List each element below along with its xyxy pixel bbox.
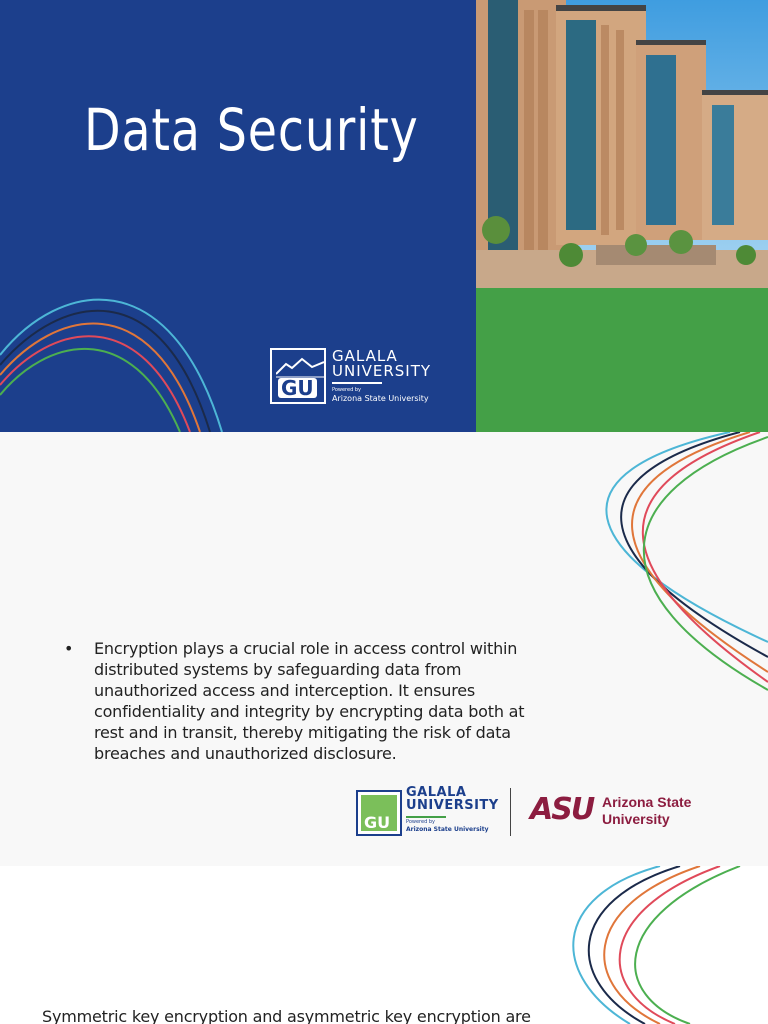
gu-mark: GU bbox=[278, 378, 317, 398]
slide-body-text: Symmetric key encryption and asymmetric key encryption are bbox=[42, 1007, 531, 1024]
logo-name-line2: UNIVERSITY bbox=[332, 362, 432, 380]
decorative-waves bbox=[0, 270, 240, 432]
decorative-waves bbox=[550, 432, 768, 692]
mountain-icon bbox=[276, 356, 324, 378]
asu-name-line2: University bbox=[602, 811, 670, 827]
asu-name-line1: Arizona State bbox=[602, 794, 692, 810]
logo-name-line1: GALALA bbox=[332, 347, 398, 365]
logo-name-line1: GALALA bbox=[406, 785, 467, 800]
logo-divider bbox=[510, 788, 511, 836]
partner-logos bbox=[356, 786, 716, 836]
title-slide bbox=[0, 0, 768, 432]
bullet-symbol: • bbox=[64, 639, 74, 658]
slide-title: Data Security bbox=[84, 96, 419, 164]
gu-mark: GU bbox=[364, 813, 391, 832]
campus-building-photo bbox=[476, 0, 768, 288]
logo-name-line2: UNIVERSITY bbox=[406, 798, 499, 813]
content-slide bbox=[0, 432, 768, 866]
logo-powered-by: Powered by bbox=[332, 387, 361, 393]
list-item bbox=[62, 638, 552, 764]
gu-logo-frame bbox=[356, 790, 402, 836]
bullet-text: Encryption plays a crucial role in access control within distributed systems by safeguarding data from unauthorized access and interception. It ensures confidentiality and integrity by encrypting data both at rest and in transit, thereby mitigating the risk of data breaches and unauthorized disclosure. bbox=[94, 639, 525, 763]
logo-partner: Arizona State University bbox=[406, 826, 489, 833]
asu-logo-mark: ASU bbox=[530, 792, 594, 827]
logo-rule bbox=[332, 382, 382, 384]
green-color-block bbox=[476, 288, 768, 432]
gu-logo-frame bbox=[270, 348, 326, 404]
logo-rule bbox=[406, 816, 446, 818]
content-slide-partial bbox=[0, 866, 768, 1024]
bullet-list bbox=[62, 638, 552, 764]
logo-powered-by: Powered by bbox=[406, 819, 435, 825]
decorative-waves bbox=[550, 866, 768, 1024]
galala-university-logo bbox=[270, 348, 450, 408]
logo-partner: Arizona State University bbox=[332, 394, 429, 403]
